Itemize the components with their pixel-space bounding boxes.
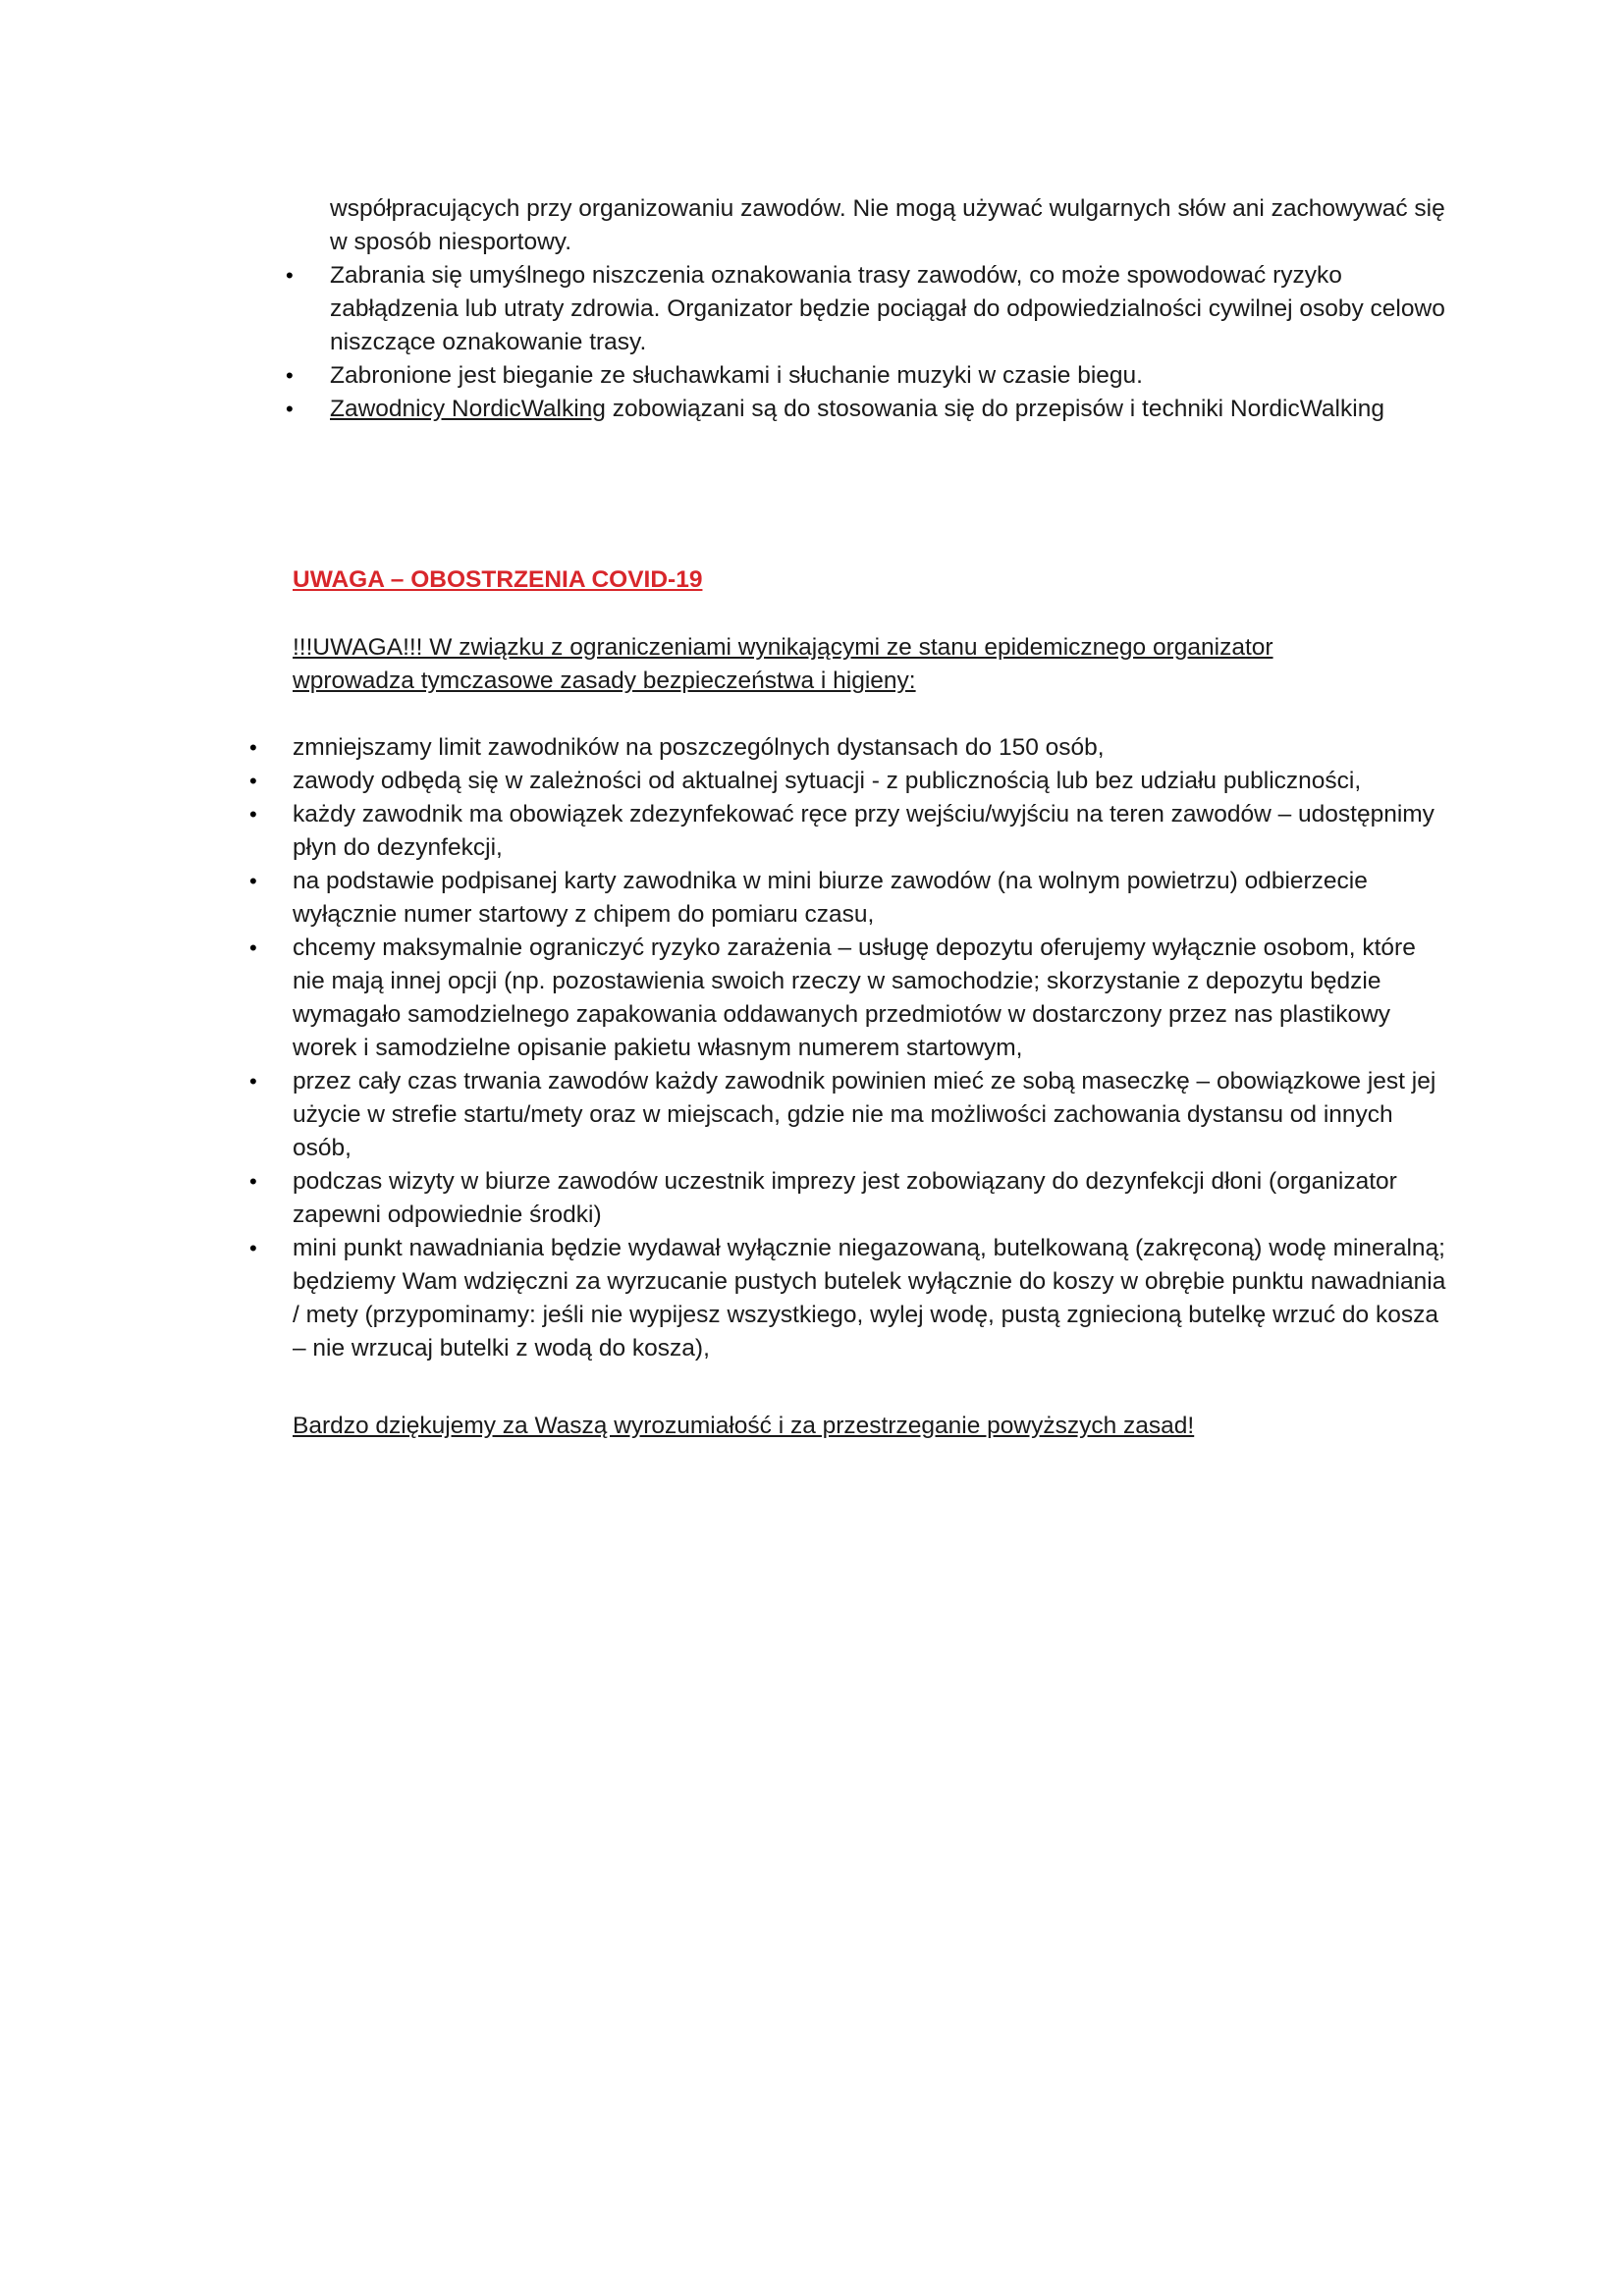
thanks-note: Bardzo dziękujemy za Waszą wyrozumiałość i za przestrzeganie powyższych zasad! (293, 1413, 1195, 1439)
list-item-text: zawody odbędą się w zależności od aktualnej sytuacji - z publicznością lub bez udziału publiczności, (293, 768, 1362, 794)
covid-heading: UWAGA – OBOSTRZENIA COVID-19 (293, 566, 703, 593)
list-item-text: mini punkt nawadniania będzie wydawał wyłącznie niegazowaną, butelkowaną (zakręconą) wodę mineralną; będziemy Wam wdzięczni za wyrzucanie pustych butelek wyłącznie do koszy w obrębie punktu nawadniania / mety (przypominamy: jeśli nie wypijesz wszystkiego, wylej wodę, pustą zgniecioną butelkę wrzuć do kosza – nie wrzucaj butelki z wodą do kosza), (293, 1235, 1446, 1362)
list-item-text: każdy zawodnik ma obowiązek zdezynfekować ręce przy wejściu/wyjściu na teren zawodów – udostępnimy płyn do dezynfekcji, (293, 801, 1435, 861)
list-item (286, 393, 1449, 426)
bullet-icon: • (286, 263, 294, 288)
bullet-icon: • (286, 397, 294, 421)
bullet-icon: • (249, 935, 257, 960)
rules-continuation-text: współpracujących przy organizowaniu zawodów. Nie mogą używać wulgarnych słów ani zachowywać się w sposób niesportowy. (330, 195, 1445, 255)
rules-list (286, 192, 1449, 426)
bullet-icon: • (249, 802, 257, 827)
list-item (286, 259, 1449, 359)
bullet-icon: • (249, 1236, 257, 1260)
list-item-text: Zabronione jest bieganie ze słuchawkami i słuchanie muzyki w czasie biegu. (330, 362, 1143, 389)
list-item (249, 798, 1451, 865)
list-item-text: podczas wizyty w biurze zawodów uczestnik imprezy jest zobowiązany do dezynfekcji dłoni (organizator zapewni odpowiednie środki) (293, 1168, 1397, 1228)
list-item-text: zmniejszamy limit zawodników na poszczególnych dystansach do 150 osób, (293, 734, 1105, 761)
list-item-text: Zabrania się umyślnego niszczenia oznakowania trasy zawodów, co może spowodować ryzyko zabłądzenia lub utraty zdrowia. Organizator będzie pociągał do odpowiedzialności cywilnej osoby celowo niszczące oznakowanie trasy. (330, 262, 1445, 355)
covid-notice: !!!UWAGA!!! W związku z ograniczeniami wynikającymi ze stanu epidemicznego organizator wprowadza tymczasowe zasady bezpieczeństwa i higieny: (293, 634, 1273, 694)
nordic-walkers-label: Zawodnicy NordicWalking (330, 396, 606, 422)
list-item (249, 865, 1451, 932)
list-item (249, 731, 1451, 765)
list-item-text: przez cały czas trwania zawodów każdy zawodnik powinien mieć ze sobą maseczkę – obowiązkowe jest jej użycie w strefie startu/mety oraz w miejscach, gdzie nie ma możliwości zachowania dystansu od innych osób, (293, 1068, 1436, 1161)
bullet-icon: • (249, 1069, 257, 1094)
rules-continuation (330, 192, 1449, 259)
list-item (249, 932, 1451, 1065)
bullet-icon: • (249, 769, 257, 793)
bullet-icon: • (286, 363, 294, 388)
list-item (249, 765, 1451, 798)
list-item-text: na podstawie podpisanej karty zawodnika w mini biurze zawodów (na wolnym powietrzu) odbierzecie wyłącznie numer startowy z chipem do pomiaru czasu, (293, 868, 1368, 928)
bullet-icon: • (249, 735, 257, 760)
covid-rules-list (249, 731, 1451, 1365)
list-item (286, 359, 1449, 393)
list-item-text: zobowiązani są do stosowania się do przepisów i techniki NordicWalking (605, 396, 1384, 422)
bullet-icon: • (249, 869, 257, 893)
list-item-text: chcemy maksymalnie ograniczyć ryzyko zarażenia – usługę depozytu oferujemy wyłącznie osobom, które nie mają innej opcji (np. pozostawienia swoich rzeczy w samochodzie; skorzystanie z depozytu będzie wymagało samodzielnego zapakowania oddawanych przedmiotów w dostarczony przez nas plastikowy worek i samodzielne opisanie pakietu własnym numerem startowym, (293, 934, 1416, 1061)
list-item (249, 1065, 1451, 1165)
bullet-icon: • (249, 1169, 257, 1194)
list-item (249, 1165, 1451, 1232)
list-item (249, 1232, 1451, 1365)
